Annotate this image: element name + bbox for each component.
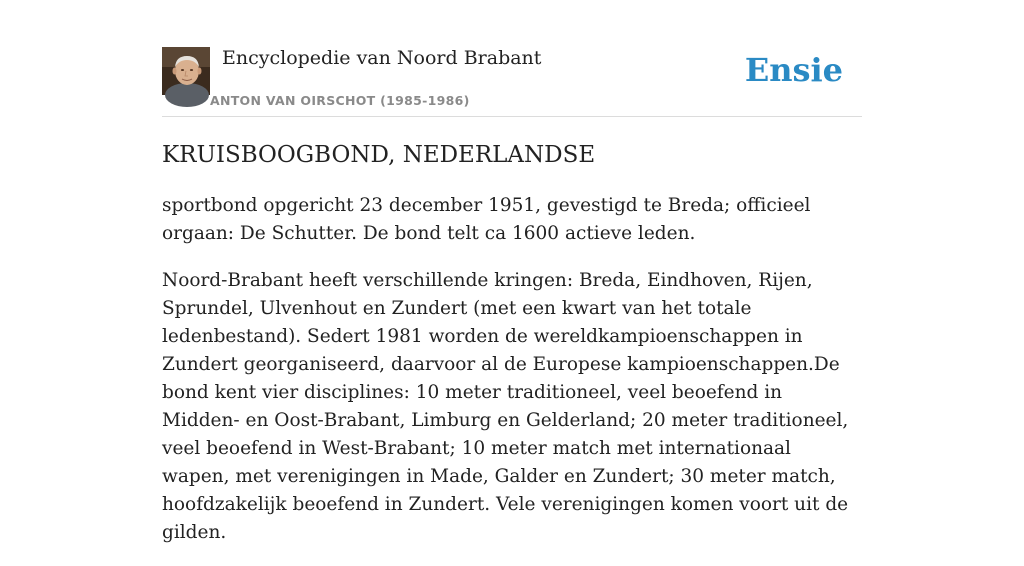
ensie-logo[interactable]: Ensie	[744, 51, 843, 89]
entry-paragraph: Noord-Brabant heeft verschillende kringen: Breda, Eindhoven, Rijen, Sprundel, Ulvenhout en Zundert (met een kwart van het totale ledenbestand). Sedert 1981 worden de wereldkampioenschappen in Zundert georganiseerd, daarvoor al de Europese kampioenschappen.De bond kent vier disciplines: 10 meter traditioneel, veel beoefend in Midden- en Oost-Brabant, Limburg en Gelderland; 20 meter traditioneel, veel beoefend in West-Brabant; 10 meter match met internationaal wapen, met verenigingen in Made, Galder en Zundert; 30 meter match, hoofdzakelijk beoefend in Zundert. Vele verenigingen komen voort uit de gilden.	[162, 270, 849, 543]
author-name[interactable]: ANTON VAN OIRSCHOT (1985-1986)	[210, 93, 470, 108]
source-title[interactable]: Encyclopedie van Noord Brabant	[222, 47, 542, 69]
entry-body	[162, 192, 862, 566]
entry-headword: KRUISBOOGBOND, NEDERLANDSE	[162, 142, 596, 168]
article-header	[162, 0, 862, 117]
portrait-icon	[162, 47, 210, 95]
entry-paragraph: sportbond opgericht 23 december 1951, gevestigd te Breda; officieel orgaan: De Schutter. De bond telt ca 1600 actieve leden.	[162, 195, 811, 244]
author-avatar[interactable]	[162, 47, 210, 95]
article-page	[162, 0, 862, 543]
